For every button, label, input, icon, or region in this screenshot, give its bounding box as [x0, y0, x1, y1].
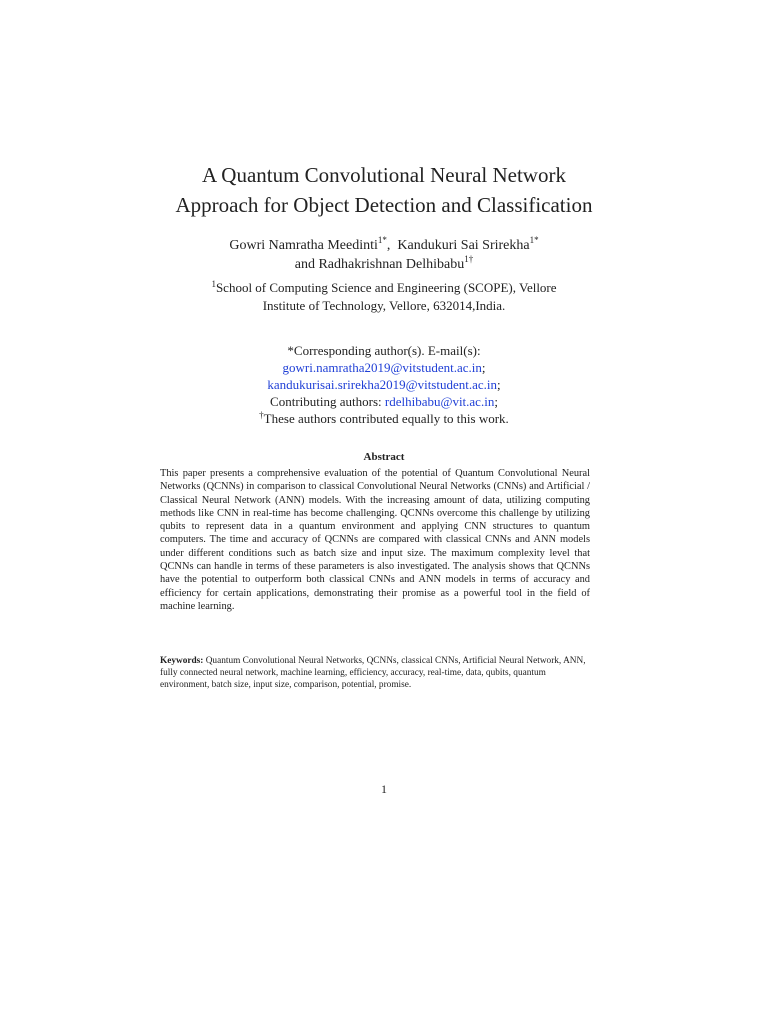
keywords-text: Quantum Convolutional Neural Networks, QCNNs, classical CNNs, Artificial Neural Network, ANN, fully connected neural network, machine learning, efficiency, accuracy, real-time, data, qubits, quantum environment, batch size, input size, comparison, potential, promise.	[160, 656, 586, 690]
author-3: Radhakrishnan Delhibabu	[318, 257, 465, 272]
contributing-label: Contributing authors:	[270, 394, 382, 409]
keywords	[160, 656, 590, 691]
email-3-semicolon: ;	[494, 394, 498, 409]
author-3-mark: 1†	[464, 254, 474, 264]
contact-info	[0, 342, 768, 427]
equal-contribution-note: These authors contributed equally to this work.	[263, 411, 509, 426]
abstract-heading: Abstract	[363, 451, 405, 463]
author-list	[0, 236, 768, 274]
email-link-1[interactable]: gowri.namratha2019@vitstudent.ac.in	[282, 360, 482, 375]
title-line-1: A Quantum Convolutional Neural Network	[202, 163, 566, 187]
author-2-mark: 1*	[529, 235, 539, 245]
author-joiner: and	[294, 257, 315, 272]
affiliation-mark: 1	[211, 279, 216, 289]
affiliation	[0, 279, 768, 315]
paper-title	[0, 160, 768, 220]
abstract-body: This paper presents a comprehensive evaluation of the potential of Quantum Convolutional Neural Networks (QCNNs) in comparison to classical Convolutional Neural Networks (CNNs) and Artificial / Classical Neural Network (ANN) models. With the increasing amount of data, utilizing computing methods like CNN in real-time has become challenging. QCNNs overcome this challenge by utilizing qubits to represent data in a quantum environment and applying CNN structures to quantum computers. The time and accuracy of QCNNs are compared with classical CNNs and ANN models under different conditions such as batch size and input size. The maximum complexity level that QCNNs can handle in terms of these parameters is also investigated. The analysis shows that QCNNs have the potential to outperform both classical CNNs and ANN models in terms of accuracy and efficiency for certain applications, demonstrating their promise as a powerful tool in the field of machine learning.	[160, 468, 590, 612]
email-1-semicolon: ;	[481, 360, 486, 375]
email-link-2[interactable]: kandukurisai.srirekha2019@vitstudent.ac.in	[267, 377, 498, 392]
keywords-label: Keywords:	[160, 656, 204, 666]
affiliation-line-2: Institute of Technology, Vellore, 632014,India.	[262, 298, 506, 313]
author-1: Gowri Namratha Meedinti	[229, 238, 378, 253]
author-separator: ,	[386, 238, 391, 253]
email-2-semicolon: ;	[497, 377, 501, 392]
equal-contribution-mark: †	[259, 410, 264, 420]
page-number: 1	[381, 782, 387, 796]
author-2: Kandukuri Sai Srirekha	[397, 238, 530, 253]
title-line-2: Approach for Object Detection and Classification	[175, 193, 593, 217]
corresponding-label: *Corresponding author(s). E-mail(s):	[287, 343, 481, 358]
email-link-3[interactable]: rdelhibabu@vit.ac.in	[384, 394, 495, 409]
affiliation-line-1: School of Computing Science and Engineering (SCOPE), Vellore	[215, 280, 557, 295]
author-1-mark: 1*	[377, 235, 387, 245]
